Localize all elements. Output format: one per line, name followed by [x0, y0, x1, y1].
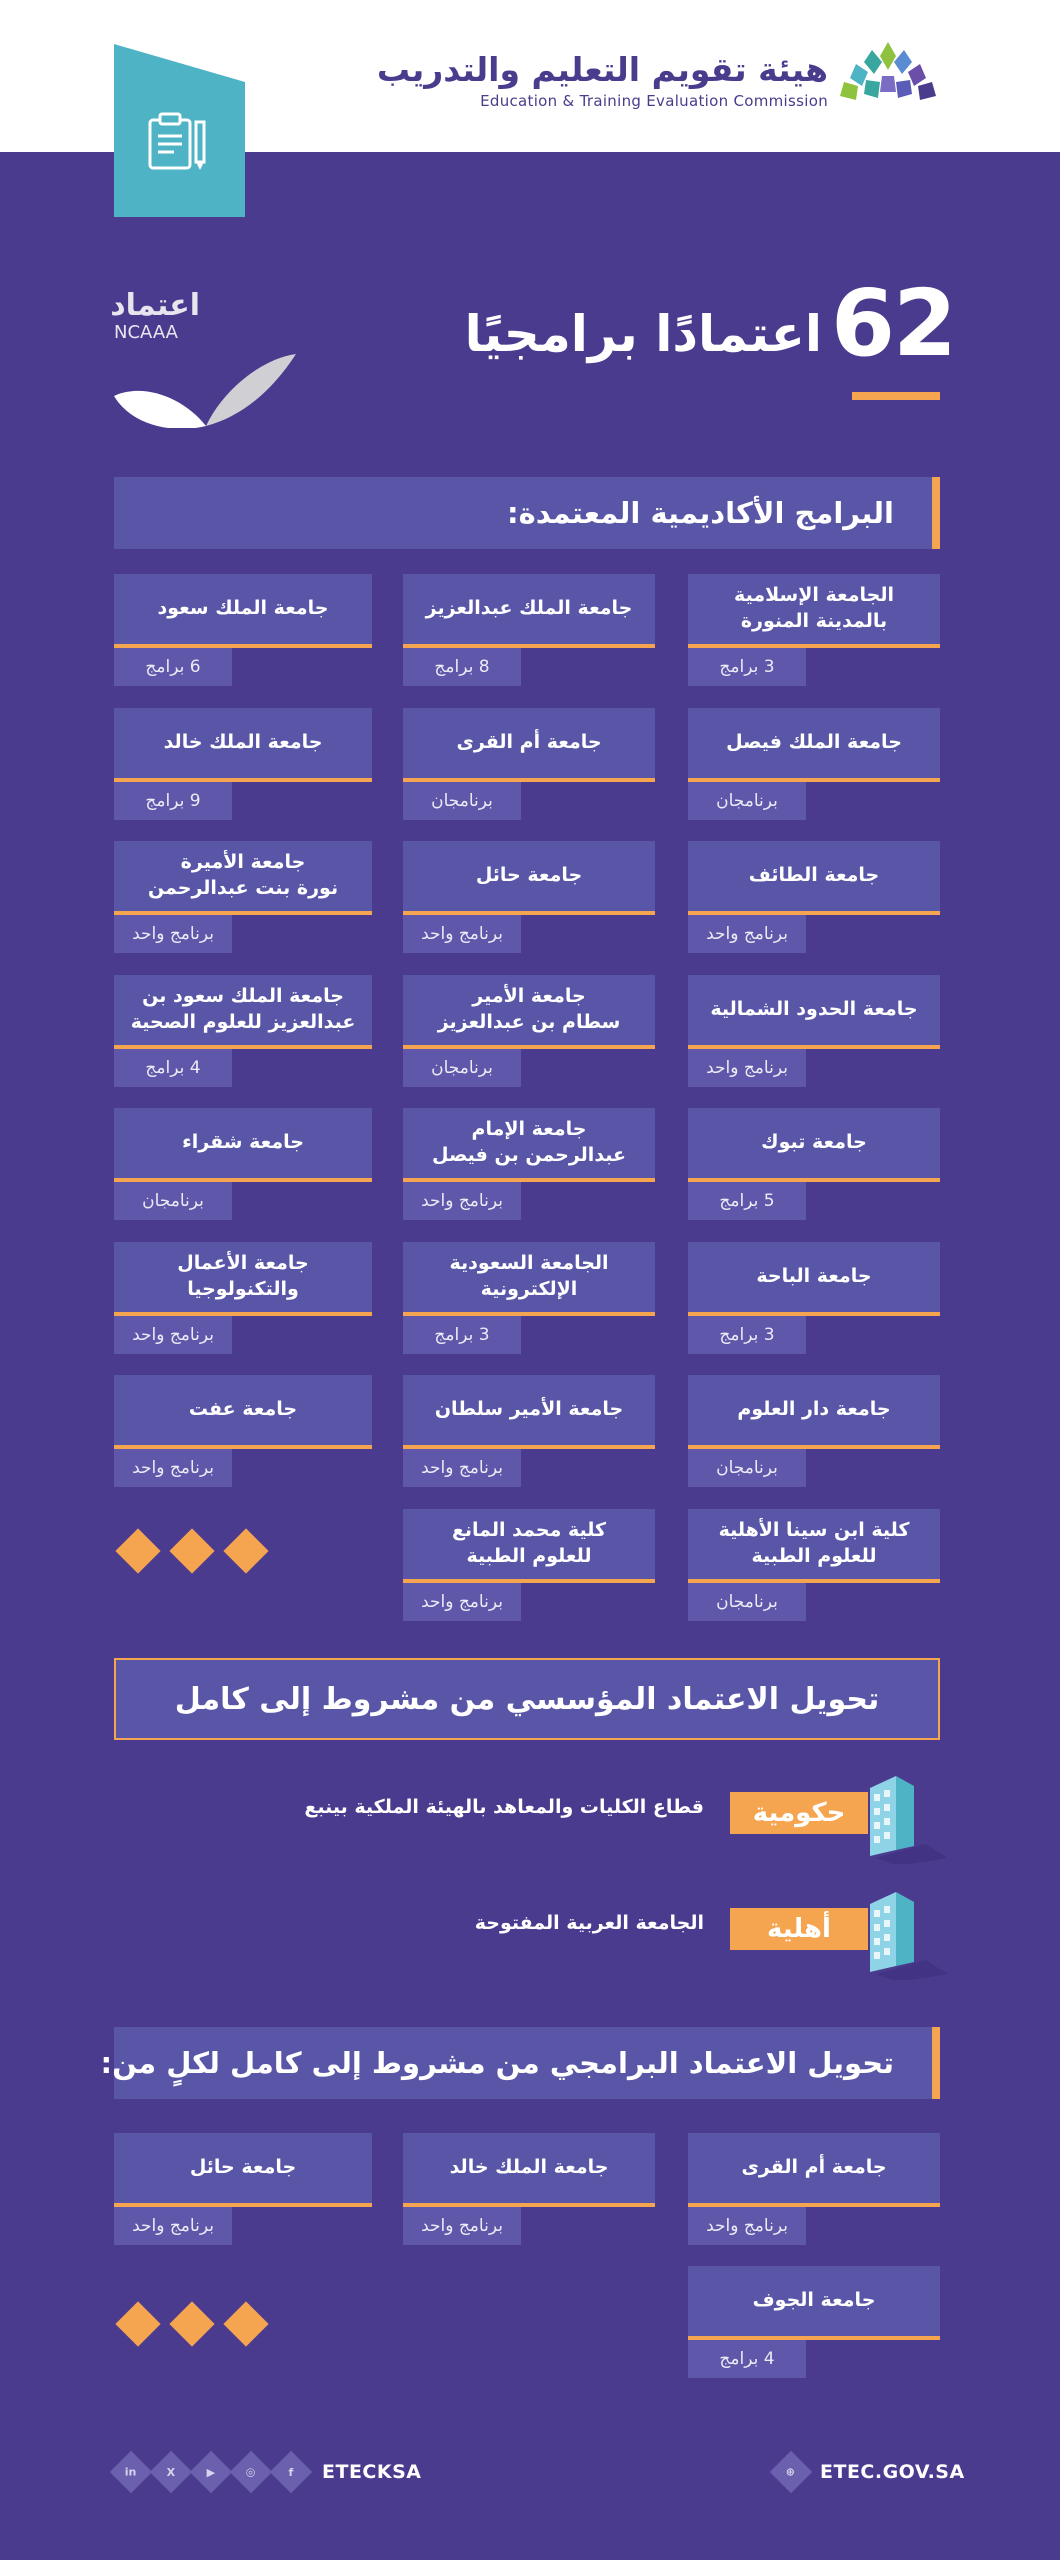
institutional-row: [114, 1890, 940, 1986]
org-name-ar: هيئة تقويم التعليم والتدريب: [376, 50, 828, 89]
institution-name: جامعة الملك عبدالعزيز: [403, 574, 655, 648]
social-links: [114, 2452, 421, 2492]
facebook-icon[interactable]: f: [270, 2451, 312, 2493]
program-card: [403, 975, 655, 1091]
program-count: برنامج واحد: [688, 915, 806, 953]
instagram-icon[interactable]: ◎: [230, 2451, 272, 2493]
program-card: [403, 574, 655, 690]
institution-type-tag: أهلية: [730, 1908, 868, 1950]
institution-name: الجامعة السعودية الإلكترونية: [403, 1242, 655, 1316]
program-card: [114, 708, 372, 824]
program-count: برنامج واحد: [403, 915, 521, 953]
institution-name: جامعة الأمير سطام بن عبدالعزيز: [403, 975, 655, 1049]
ncaaa-label-en: NCAAA: [114, 322, 178, 343]
program-card: [688, 708, 940, 824]
institution-name: جامعة الملك خالد: [114, 708, 372, 782]
youtube-icon[interactable]: ▶: [190, 2451, 232, 2493]
program-count: برنامج واحد: [403, 1182, 521, 1220]
document-pen-icon: [146, 112, 212, 172]
institution-name: جامعة دار العلوم: [688, 1375, 940, 1449]
institution-name: جامعة الملك سعود بن عبدالعزيز للعلوم الصحية: [114, 975, 372, 1049]
program-count: برنامجان: [403, 1049, 521, 1087]
institution-name: جامعة الملك خالد: [403, 2133, 655, 2207]
x-icon[interactable]: X: [150, 2451, 192, 2493]
institution-name: جامعة الملك سعود: [114, 574, 372, 648]
diamond-shape: [115, 2301, 160, 2346]
institution-name: جامعة أم القرى: [688, 2133, 940, 2207]
institution-name: جامعة الباحة: [688, 1242, 940, 1316]
ncaaa-label-ar: اعتماد: [110, 288, 200, 323]
diamond-shape: [169, 1528, 214, 1573]
globe-icon: ⊕: [770, 2451, 812, 2493]
diamond-shape: [115, 1528, 160, 1573]
institution-name: الجامعة الإسلامية بالمدينة المنورة: [688, 574, 940, 648]
program-card: [688, 2133, 940, 2249]
institution-name: كلية ابن سينا الأهلية للعلوم الطبية: [688, 1509, 940, 1583]
program-card: [403, 1375, 655, 1491]
program-card: [403, 708, 655, 824]
program-card: [114, 574, 372, 690]
program-section-title: تحويل الاعتماد البرامجي من مشروط إلى كامل لكلٍ من:: [114, 2027, 940, 2099]
diamonds-decoration: [112, 2300, 272, 2348]
institution-name: جامعة الأعمال والتكنولوجيا: [114, 1242, 372, 1316]
building-icon: [856, 1890, 948, 1980]
program-count: 8 برامج: [403, 648, 521, 686]
institution-name: جامعة الأمير سلطان: [403, 1375, 655, 1449]
building-icon: [856, 1774, 948, 1864]
program-card: [688, 1242, 940, 1358]
program-count: برنامجان: [114, 1182, 232, 1220]
program-count: 6 برامج: [114, 648, 232, 686]
program-card: [688, 1375, 940, 1491]
hero-text: اعتمادًا برامجيًا: [464, 305, 822, 363]
website-url[interactable]: ETEC.GOV.SA: [820, 2461, 965, 2483]
program-count: 5 برامج: [688, 1182, 806, 1220]
program-count: برنامجان: [688, 1449, 806, 1487]
program-card: [403, 1108, 655, 1224]
program-count: برنامج واحد: [403, 1449, 521, 1487]
institution-name: جامعة شقراء: [114, 1108, 372, 1182]
program-count: برنامجان: [688, 782, 806, 820]
institution-name: جامعة الملك فيصل: [688, 708, 940, 782]
program-card: [114, 2133, 372, 2249]
program-card: [403, 1509, 655, 1625]
program-count: برنامج واحد: [403, 2207, 521, 2245]
accredited-section-title: البرامج الأكاديمية المعتمدة:: [114, 477, 940, 549]
institution-name: جامعة تبوك: [688, 1108, 940, 1182]
institution-name: جامعة عفت: [114, 1375, 372, 1449]
program-card: [114, 1108, 372, 1224]
social-handle[interactable]: ETECKSA: [322, 2461, 422, 2483]
institution-name: كلية محمد المانع للعلوم الطبية: [403, 1509, 655, 1583]
institution-name: جامعة الحدود الشمالية: [688, 975, 940, 1049]
institution-name: جامعة حائل: [114, 2133, 372, 2207]
program-card: [688, 2266, 940, 2382]
diamond-shape: [223, 2301, 268, 2346]
hero-underline: [852, 392, 940, 400]
program-count: برنامج واحد: [114, 1316, 232, 1354]
program-card: [688, 1509, 940, 1625]
program-count: برنامج واحد: [403, 1583, 521, 1621]
program-card: [403, 2133, 655, 2249]
program-count: برنامجان: [688, 1583, 806, 1621]
linkedin-icon[interactable]: in: [110, 2451, 152, 2493]
program-count: 4 برامج: [688, 2340, 806, 2378]
institution-type-tag: حكومية: [730, 1792, 868, 1834]
program-count: 3 برامج: [403, 1316, 521, 1354]
institution-name: جامعة الإمام عبدالرحمن بن فيصل: [403, 1108, 655, 1182]
hero-number: 62: [830, 270, 955, 377]
program-card: [403, 841, 655, 957]
program-count: 3 برامج: [688, 648, 806, 686]
diamonds-decoration: [112, 1527, 272, 1575]
institution-name: جامعة حائل: [403, 841, 655, 915]
program-card: [688, 841, 940, 957]
program-count: برنامج واحد: [114, 915, 232, 953]
institution-name: قطاع الكليات والمعاهد بالهيئة الملكية بينبع: [304, 1796, 704, 1818]
program-count: 9 برامج: [114, 782, 232, 820]
diamond-shape: [223, 1528, 268, 1573]
ncaaa-logo: [110, 288, 304, 428]
institution-name: جامعة الأميرة نورة بنت عبدالرحمن: [114, 841, 372, 915]
program-count: برنامج واحد: [688, 2207, 806, 2245]
institution-name: الجامعة العربية المفتوحة: [474, 1912, 704, 1934]
program-card: [688, 574, 940, 690]
program-count: برنامجان: [403, 782, 521, 820]
institution-name: جامعة الطائف: [688, 841, 940, 915]
program-count: 3 برامج: [688, 1316, 806, 1354]
program-card: [114, 975, 372, 1091]
diamond-shape: [169, 2301, 214, 2346]
program-card: [688, 1108, 940, 1224]
org-name-en: Education & Training Evaluation Commission: [480, 92, 828, 110]
institution-name: جامعة أم القرى: [403, 708, 655, 782]
program-count: برنامج واحد: [114, 2207, 232, 2245]
program-count: برنامج واحد: [114, 1449, 232, 1487]
institutional-row: [114, 1774, 940, 1870]
program-count: برنامج واحد: [688, 1049, 806, 1087]
program-card: [114, 841, 372, 957]
etec-logo-icon: [836, 42, 940, 114]
institution-name: جامعة الجوف: [688, 2266, 940, 2340]
program-card: [114, 1242, 372, 1358]
website-link[interactable]: [774, 2452, 965, 2492]
institutional-section-title: تحويل الاعتماد المؤسسي من مشروط إلى كامل: [114, 1658, 940, 1740]
program-card: [114, 1375, 372, 1491]
program-card: [688, 975, 940, 1091]
program-card: [403, 1242, 655, 1358]
program-count: 4 برامج: [114, 1049, 232, 1087]
